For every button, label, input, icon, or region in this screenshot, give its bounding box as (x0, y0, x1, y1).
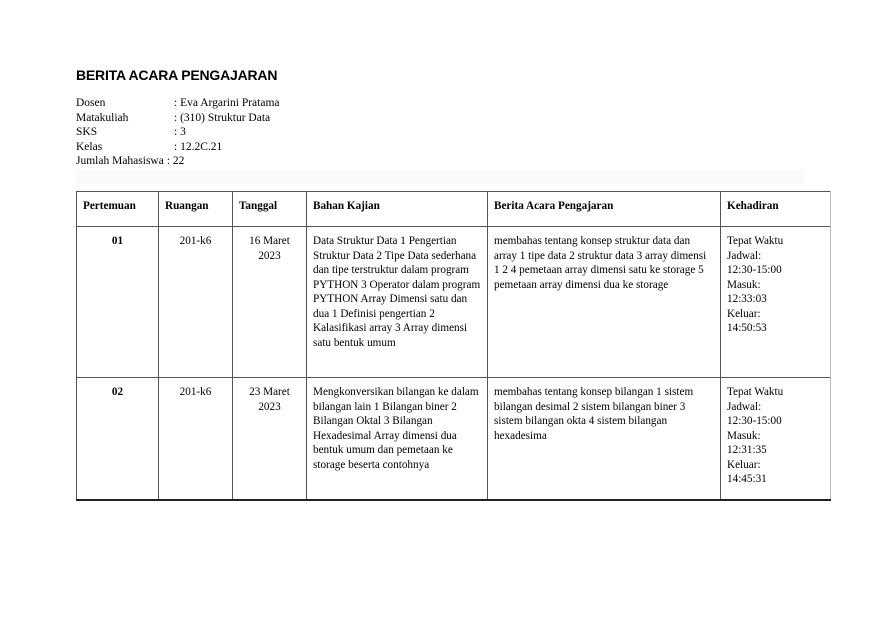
header-berita-acara: Berita Acara Pengajaran (488, 192, 721, 227)
kehadiran-keluar-value: 14:50:53 (727, 322, 767, 334)
kehadiran-status: Tepat Waktu (727, 386, 784, 398)
jumlah-label: Jumlah Mahasiswa (76, 155, 164, 167)
tanggal-year: 2023 (258, 249, 281, 262)
cell-bahan-kajian: Mengkonversikan bilangan ke dalam bilangan lain 1 Bilangan biner 2 Bilangan Oktal 3 Bilangan Hexadesimal Array dimensi dua bentuk umum dan pemetaan ke storage beserta contohnya (307, 378, 488, 500)
header-shading (76, 170, 804, 184)
sks-row (76, 125, 280, 140)
course-info (76, 96, 280, 169)
kehadiran-jadwal-label: Jadwal: (727, 249, 762, 262)
dosen-value: : Eva Argarini Pratama (174, 97, 280, 109)
table-header-row (77, 192, 831, 227)
cell-kehadiran (721, 378, 831, 500)
kehadiran-masuk-value: 12:31:35 (727, 444, 767, 456)
cell-tanggal (233, 378, 307, 500)
table-row (77, 227, 831, 378)
kehadiran-jadwal-value: 12:30-15:00 (727, 415, 782, 427)
tanggal-year: 2023 (258, 400, 281, 413)
matakuliah-row (76, 111, 280, 126)
cell-tanggal (233, 227, 307, 378)
cell-ruangan: 201-k6 (159, 227, 233, 378)
jumlah-row (76, 154, 280, 169)
cell-berita-acara: membahas tentang konsep bilangan 1 sistem bilangan desimal 2 sistem bilangan biner 3 sistem bilangan okta 4 sistem bilangan hexadesima (488, 378, 721, 500)
cell-bahan-kajian: Data Struktur Data 1 Pengertian Struktur Data 2 Tipe Data sederhana dan tipe terstruktur dalam program PYTHON 3 Operator dalam program PYTHON Array Dimensi satu dan dua 1 Definisi pengertian 2 Kalasifikasi array 3 Array dimensi satu bentuk umum (307, 227, 488, 378)
table-row (77, 378, 831, 500)
header-pertemuan: Pertemuan (77, 192, 159, 227)
matakuliah-label: Matakuliah (76, 111, 129, 124)
tanggal-day-month: 16 Maret (249, 235, 290, 247)
dosen-row (76, 96, 280, 111)
cell-pertemuan: 02 (77, 378, 159, 500)
header-tanggal: Tanggal (233, 192, 307, 227)
kehadiran-masuk-label: Masuk: (727, 278, 761, 291)
sks-value: : 3 (174, 126, 186, 138)
header-bahan-kajian: Bahan Kajian (307, 192, 488, 227)
matakuliah-value: : (310) Struktur Data (174, 111, 271, 124)
kelas-value: : 12.2C.21 (174, 140, 223, 153)
kelas-row (76, 140, 280, 155)
cell-berita-acara: membahas tentang konsep struktur data dan array 1 tipe data 2 struktur data 3 array dimensi 1 2 4 pemetaan array dimensi satu ke storage 5 pemetaan array dimensi dua ke storage (488, 227, 721, 378)
cell-ruangan: 201-k6 (159, 378, 233, 500)
page-title: BERITA ACARA PENGAJARAN (76, 67, 278, 83)
kehadiran-keluar-label: Keluar: (727, 458, 761, 471)
kehadiran-keluar-label: Keluar: (727, 307, 761, 320)
jumlah-value: : 22 (166, 155, 185, 167)
kehadiran-status: Tepat Waktu (727, 235, 784, 247)
dosen-label: Dosen (76, 97, 106, 109)
cell-pertemuan: 01 (77, 227, 159, 378)
kelas-label: Kelas (76, 140, 103, 153)
kehadiran-jadwal-value: 12:30-15:00 (727, 264, 782, 276)
header-kehadiran: Kehadiran (721, 192, 831, 227)
cell-kehadiran (721, 227, 831, 378)
kehadiran-masuk-label: Masuk: (727, 429, 761, 442)
tanggal-day-month: 23 Maret (249, 386, 290, 398)
sks-label: SKS (76, 126, 98, 138)
kehadiran-keluar-value: 14:45:31 (727, 473, 767, 485)
header-ruangan: Ruangan (159, 192, 233, 227)
kehadiran-jadwal-label: Jadwal: (727, 400, 762, 413)
attendance-table (76, 191, 831, 501)
kehadiran-masuk-value: 12:33:03 (727, 293, 767, 305)
